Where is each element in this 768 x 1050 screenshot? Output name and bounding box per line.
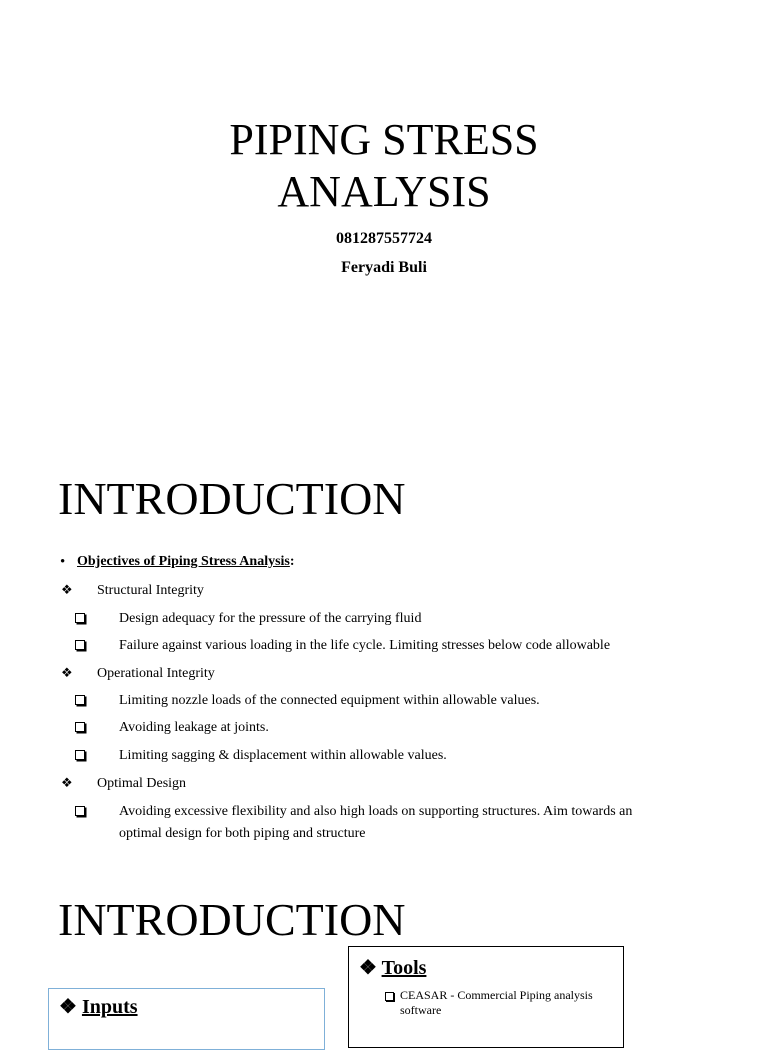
section-heading: Structural Integrity [97,583,204,598]
list-item: Failure against various loading in the life cycle. Limiting stresses below code allowable [119,638,611,653]
bullet-dot-icon: • [60,554,66,570]
checkbox-bullet-icon [75,750,85,760]
checkbox-bullet-icon [75,722,85,732]
tools-heading [359,955,426,980]
tools-heading-label: Tools [381,957,427,979]
title-line-1: PIPING STRESS [229,115,539,164]
intro-title-2: INTRODUCTION [58,894,406,945]
intro-title: INTRODUCTION [58,473,406,524]
list-item: Avoiding excessive flexibility and also high loads on supporting structures. Aim towards an [119,804,633,819]
list-item: Limiting sagging & displacement within allowable values. [119,748,447,763]
diamond-bullet-icon: ❖ [359,957,377,979]
section-heading: Operational Integrity [97,666,215,681]
checkbox-bullet-icon [75,806,85,816]
section-heading: Optimal Design [97,776,187,791]
list-item: Limiting nozzle loads of the connected equipment within allowable values. [119,693,540,708]
checkbox-bullet-icon [75,640,85,650]
title-slide [0,0,768,440]
diamond-bullet-icon: ❖ [61,775,73,790]
diamond-bullet-icon: ❖ [61,665,73,680]
objectives-label: Objectives of Piping Stress Analysis [77,554,290,569]
author-name: Feryadi Buli [341,259,427,276]
inputs-heading [59,994,138,1019]
objectives-colon: : [289,554,295,569]
title-line-2: ANALYSIS [277,167,491,216]
presentation-title [0,114,768,218]
inputs-box [48,988,325,1050]
list-item-continuation: optimal design for both piping and structure [119,826,366,841]
list-item: Design adequacy for the pressure of the carrying fluid [119,611,422,626]
tools-box [348,946,624,1048]
checkbox-bullet-icon [385,992,394,1001]
diamond-bullet-icon: ❖ [59,996,77,1018]
checkbox-bullet-icon [75,613,85,623]
diamond-bullet-icon: ❖ [61,582,73,597]
phone-number: 081287557724 [336,230,432,247]
objectives-heading [77,553,295,571]
checkbox-bullet-icon [75,695,85,705]
list-item: Avoiding leakage at joints. [119,720,269,735]
inputs-heading-label: Inputs [81,996,138,1018]
tools-item: CEASAR - Commercial Piping analysis software [400,988,593,1017]
